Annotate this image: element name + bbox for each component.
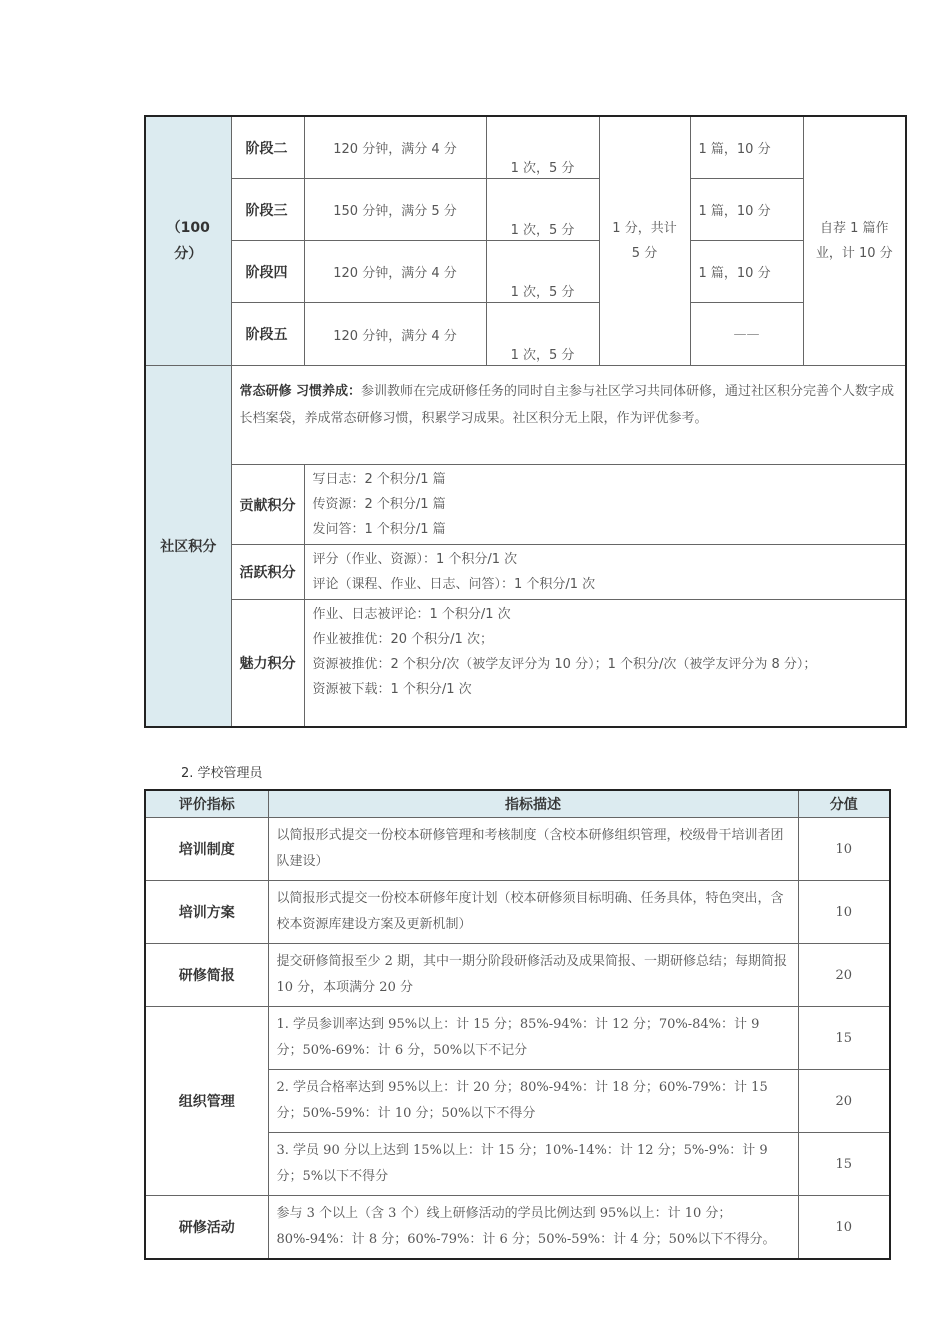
- indicator-score: 15: [798, 1007, 890, 1070]
- indicator-desc: 1. 学员参训率达到 95%以上：计 15 分；85%-94%：计 12 分；70%-84%：计 9 分；50%-69%：计 6 分，50%以下不记分: [268, 1007, 798, 1070]
- stage-times: 1 次，5 分: [486, 179, 599, 241]
- scoring-table-school-admin: [144, 789, 891, 1260]
- indicator-score: 10: [798, 881, 890, 944]
- charm-points: 魅力积分: [231, 600, 304, 728]
- stage-times: 1 次，5 分: [486, 241, 599, 303]
- indicator-name: 研修活动: [145, 1196, 268, 1260]
- stage-times: 1 次，5 分: [486, 116, 599, 179]
- section-title-school-admin: 2. 学校管理员: [181, 766, 263, 781]
- rule-line: 作业、日志被评论：1 个积分/1 次: [312, 607, 511, 622]
- activity-points: 活跃积分: [231, 545, 304, 600]
- indicator-name: 培训方案: [145, 881, 268, 944]
- table-row: [145, 1007, 890, 1070]
- stage-name: 阶段五: [231, 303, 304, 366]
- stage-duration: 120 分钟，满分 4 分: [304, 116, 486, 179]
- stage-duration: 150 分钟，满分 5 分: [304, 179, 486, 241]
- community-intro: [231, 366, 906, 465]
- indicator-name: 组织管理: [145, 1007, 268, 1196]
- indicator-desc: 3. 学员 90 分以上达到 15%以上：计 15 分；10%-14%：计 12 分；5%-9%：计 9 分；5%以下不得分: [268, 1133, 798, 1196]
- header-indicator: 评价指标: [145, 790, 268, 818]
- indicator-desc: 提交研修简报至少 2 期，其中一期分阶段研修活动及成果简报、一期研修总结；每期简报 10 分，本项满分 20 分: [268, 944, 798, 1007]
- contribution-points: 贡献积分: [231, 465, 304, 545]
- stage-duration: 120 分钟，满分 4 分: [304, 241, 486, 303]
- community-points-label: 社区积分: [145, 366, 231, 728]
- recommend-work: 自荐 1 篇作 业，计 10 分: [803, 116, 906, 366]
- rule-line: 资源被下载：1 个积分/1 次: [312, 682, 472, 697]
- table-row: [145, 944, 890, 1007]
- header-description: 指标描述: [268, 790, 798, 818]
- indicator-score: 10: [798, 1196, 890, 1260]
- charm-rules: [304, 600, 906, 728]
- rule-line: 资源被推优：2 个积分/次（被学友评分为 10 分）；1 个积分/次（被学友评分为 8 分）；: [312, 657, 817, 672]
- rule-line: 传资源：2 个积分/1 篇: [312, 497, 446, 512]
- rule-line: 写日志：2 个积分/1 篇: [312, 472, 446, 487]
- indicator-score: 15: [798, 1133, 890, 1196]
- stage-times: 1 次，5 分: [486, 303, 599, 366]
- indicator-score: 20: [798, 1070, 890, 1133]
- rule-line: 评分（作业、资源）：1 个积分/1 次: [312, 552, 518, 567]
- rule-line: 作业被推优：20 个积分/1 次；: [312, 632, 493, 647]
- stage-name: 阶段三: [231, 179, 304, 241]
- header-score: 分值: [798, 790, 890, 818]
- stage-name: 阶段四: [231, 241, 304, 303]
- indicator-name: 培训制度: [145, 818, 268, 881]
- stage-articles: 1 篇，10 分: [690, 116, 803, 179]
- table-row: [145, 818, 890, 881]
- section-score-label: （100 分）: [145, 116, 231, 366]
- stage-articles: 1 篇，10 分: [690, 179, 803, 241]
- stage-name: 阶段二: [231, 116, 304, 179]
- indicator-desc: 以简报形式提交一份校本研修管理和考核制度（含校本研修组织管理，校级骨干培训者团队建设）: [268, 818, 798, 881]
- stage-articles: 1 篇，10 分: [690, 241, 803, 303]
- contribution-rules: [304, 465, 906, 545]
- rule-line: 发问答：1 个积分/1 篇: [312, 522, 446, 537]
- scoring-table-teachers: [144, 115, 907, 728]
- table-row: [145, 1196, 890, 1260]
- table-row: [145, 881, 890, 944]
- indicator-desc: 2. 学员合格率达到 95%以上：计 20 分；80%-94%：计 18 分；60%-79%：计 15 分；50%-59%：计 10 分；50%以下不得分: [268, 1070, 798, 1133]
- activity-rules: [304, 545, 906, 600]
- rule-line: 评论（课程、作业、日志、问答）：1 个积分/1 次: [312, 577, 596, 592]
- community-intro-heading: 常态研修 习惯养成：: [239, 384, 362, 399]
- indicator-desc: 参与 3 个以上（含 3 个）线上研修活动的学员比例达到 95%以上：计 10 分；80%-94%：计 8 分；60%-79%：计 6 分；50%-59%：计 4 分；50%以下不得分。: [268, 1196, 798, 1260]
- stage-duration: 120 分钟，满分 4 分: [304, 303, 486, 366]
- indicator-score: 20: [798, 944, 890, 1007]
- community-intro-text: 参训教师在完成研修任务的同时自主参与社区学习共同体研修，通过社区积分完善个人数字成长档案袋，养成常态研修习惯，积累学习成果。社区积分无上限，作为评优参考。: [239, 384, 895, 426]
- indicator-name: 研修简报: [145, 944, 268, 1007]
- merged-points: 1 分，共计 5 分: [599, 116, 690, 366]
- stage-articles: ——: [690, 303, 803, 366]
- indicator-score: 10: [798, 818, 890, 881]
- indicator-desc: 以简报形式提交一份校本研修年度计划（校本研修须目标明确、任务具体，特色突出，含校本资源库建设方案及更新机制）: [268, 881, 798, 944]
